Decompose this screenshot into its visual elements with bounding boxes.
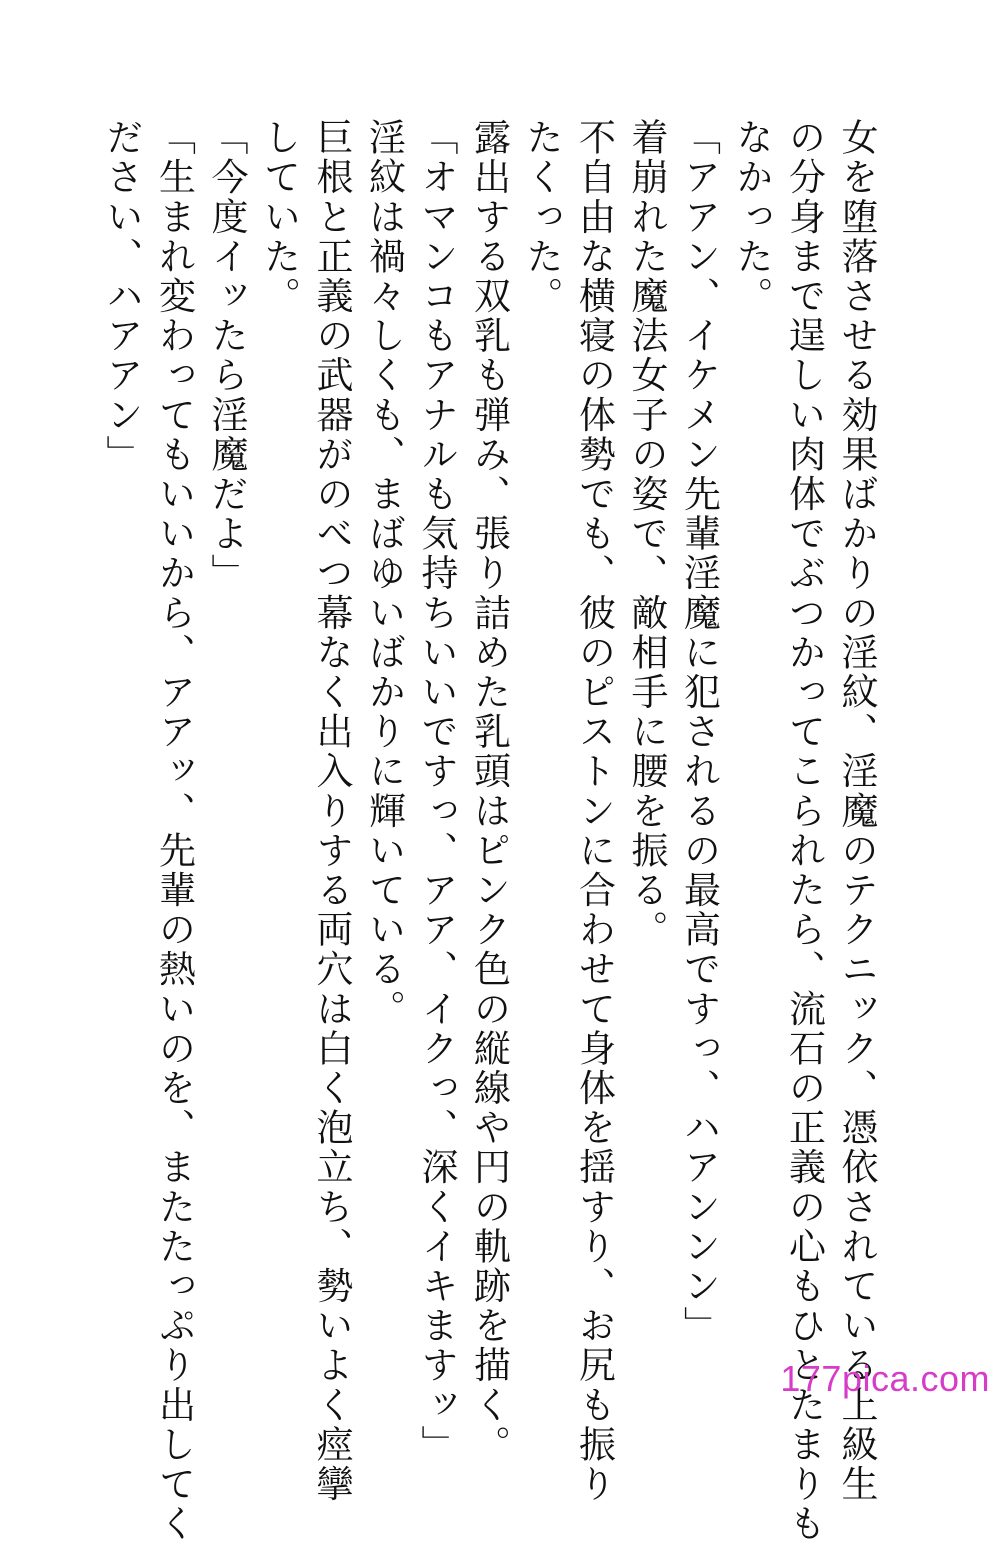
- text-line: していた。: [257, 118, 301, 316]
- text-line: 「オマンコもアナルも気持ちいいですっ、アア、イクっ、深くイキますッ」: [415, 118, 458, 1465]
- text-line: たくった。: [520, 118, 563, 316]
- text-line: 着崩れた魔法女子の姿で、敵相手に腰を振る。: [625, 118, 668, 950]
- text-line: 不自由な横寝の体勢でも、彼のピストンに合わせて身体を揺すり、お尻も振り: [572, 118, 616, 1504]
- text-line: 巨根と正義の武器がのべつ幕なく出入りする両穴は白く泡立ち、勢いよく痙攣: [310, 118, 353, 1504]
- text-line: 「アアン、イケメン先輩淫魔に犯されるの最高ですっ、ハアンンン」: [677, 118, 721, 1346]
- text-line: ださい、ハアアン」: [100, 118, 143, 475]
- text-line: 「今度イッたら淫魔だよ」: [205, 118, 248, 594]
- text-line: 露出する双乳も弾み、張り詰めた乳頭はピンク色の縦線や円の軌跡を描く。: [467, 118, 511, 1465]
- text-line: 女を堕落させる効果ばかりの淫紋、淫魔のテクニック、憑依されている上級生: [835, 118, 878, 1504]
- site-watermark: 177pica.com: [780, 1358, 990, 1399]
- text-line: 淫紋は禍々しくも、まばゆいばかりに輝いている。: [362, 118, 406, 1029]
- vertical-text-body: [95, 118, 883, 1544]
- text-line: 「生まれ変わってもいいから、アアッ、先輩の熱いのを、またたっぷり出してく: [152, 118, 196, 1544]
- text-line: なかった。: [730, 118, 773, 316]
- text-line: の分身まで逞しい肉体でぶつかってこられたら、流石の正義の心もひとたまりも: [782, 118, 826, 1544]
